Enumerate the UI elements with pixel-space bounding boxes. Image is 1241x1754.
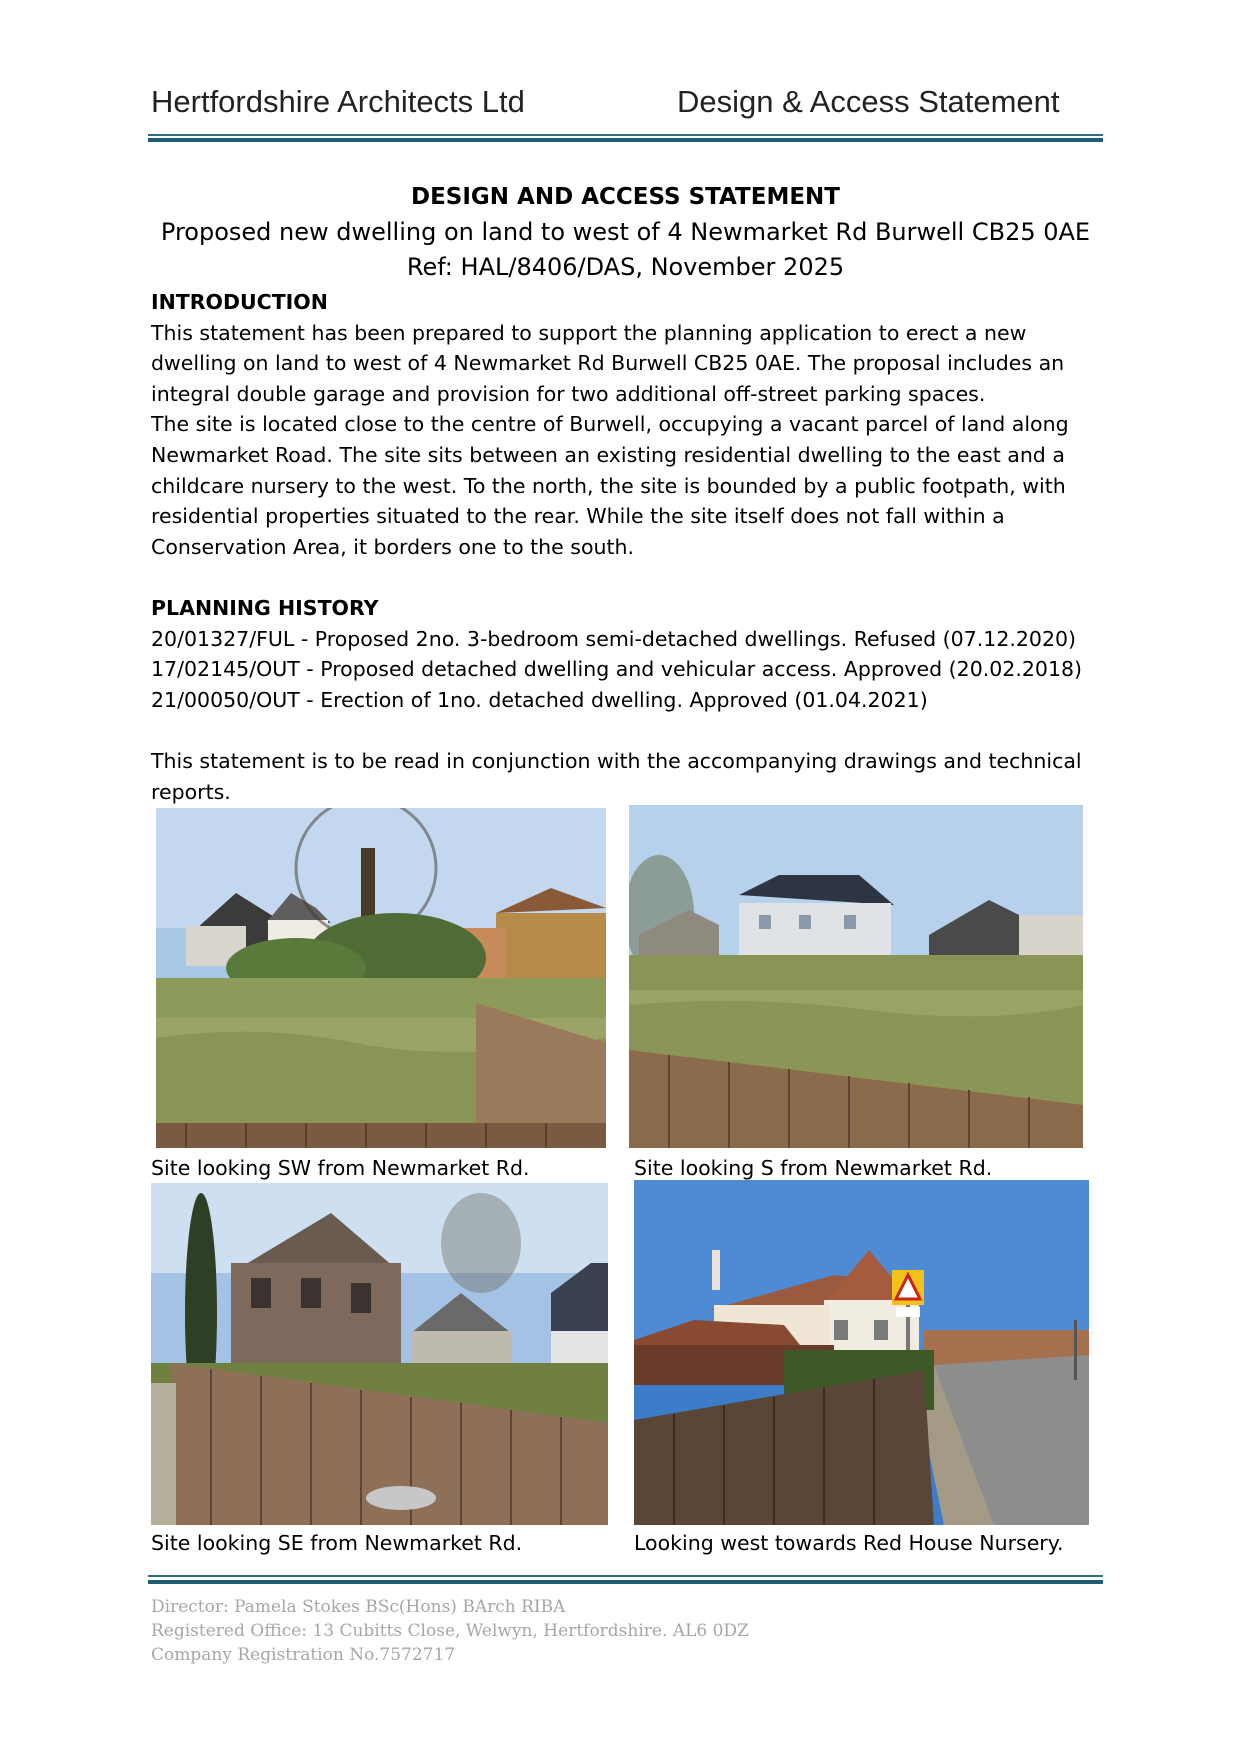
- company-name: Hertfordshire Architects Ltd: [151, 84, 525, 119]
- introduction-paragraph-2: The site is located close to the centre of Burwell, occupying a vacant parcel of land along Newmarket Road. The site sits between an existing residential dwelling to the east and a childcare nursery to the west. To the north, the site is bounded by a public footpath, with residential properties situated to the rear. While the site itself does not fall within a Conservation Area, it borders one to the south.: [151, 412, 1069, 559]
- footer-block: [151, 1595, 749, 1667]
- footer-registered-office: Registered Office: 13 Cubitts Close, Welwyn, Hertfordshire. AL6 0DZ: [151, 1621, 749, 1641]
- site-photo-se: [151, 1183, 608, 1525]
- photo-caption: Site looking SW from Newmarket Rd.: [151, 1156, 530, 1180]
- introduction-heading: INTRODUCTION: [151, 290, 328, 314]
- footer-rule-thin: [148, 1575, 1103, 1577]
- planning-history-item: 21/00050/OUT - Erection of 1no. detached dwelling. Approved (01.04.2021): [151, 687, 928, 712]
- planning-history-heading: PLANNING HISTORY: [151, 595, 379, 620]
- introduction-paragraph-1: This statement has been prepared to support the planning application to erect a new dwelling on land to west of 4 Newmarket Rd Burwell CB25 0AE. The proposal includes an integral double garage and provision for two additional off-street parking spaces.: [151, 320, 1065, 406]
- photo-caption: Site looking SE from Newmarket Rd.: [151, 1531, 523, 1555]
- footer-company-registration: Company Registration No.7572717: [151, 1645, 456, 1665]
- document-reference: Ref: HAL/8406/DAS, November 2025: [406, 253, 845, 281]
- closing-statement: This statement is to be read in conjunction with the accompanying drawings and technical reports.: [151, 748, 1082, 804]
- footer-rule-thick: [148, 1580, 1103, 1584]
- document-type: Design & Access Statement: [677, 84, 1060, 119]
- site-photo-west: [634, 1180, 1089, 1525]
- document-subtitle: Proposed new dwelling on land to west of 4 Newmarket Rd Burwell CB25 0AE: [160, 218, 1091, 246]
- photo-caption: Site looking S from Newmarket Rd.: [634, 1156, 993, 1180]
- header-rule-thick: [148, 138, 1103, 142]
- body-text: [151, 287, 1111, 807]
- header-rule-thin: [148, 134, 1103, 136]
- document-title: DESIGN AND ACCESS STATEMENT: [410, 184, 840, 210]
- site-photo-s: [629, 805, 1083, 1148]
- planning-history-item: 20/01327/FUL - Proposed 2no. 3-bedroom semi-detached dwellings. Refused (07.12.2020): [151, 626, 1077, 651]
- site-photo-sw: [156, 808, 606, 1148]
- photo-caption: Looking west towards Red House Nursery.: [634, 1531, 1064, 1555]
- footer-director: Director: Pamela Stokes BSc(Hons) BArch RIBA: [151, 1597, 566, 1617]
- planning-history-item: 17/02145/OUT - Proposed detached dwelling and vehicular access. Approved (20.02.2018): [151, 657, 1083, 682]
